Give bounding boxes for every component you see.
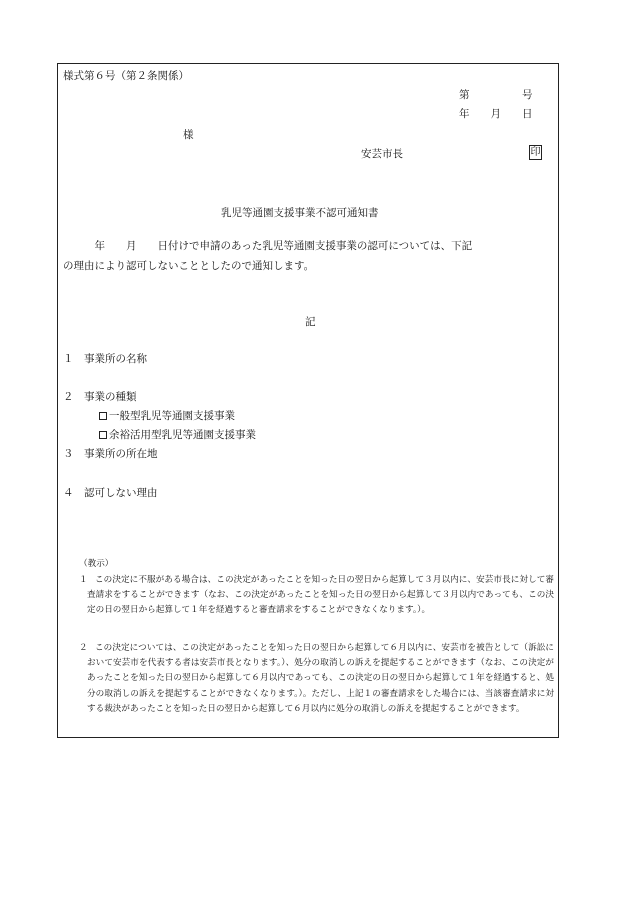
business-type-option: 一般型乳児等通園支援事業: [99, 409, 235, 423]
item-business-location: ３ 事業所の所在地: [63, 448, 158, 460]
checkbox-icon: [99, 412, 107, 420]
note-number: ２: [79, 643, 88, 653]
issuer: 安芸市長: [361, 148, 403, 160]
item-business-type: ２ 事業の種類: [63, 391, 137, 403]
item-refusal-reason: ４ 認可しない理由: [63, 487, 158, 499]
checkbox-icon: [99, 431, 107, 439]
business-type-option: 余裕活用型乳児等通園支援事業: [99, 428, 256, 442]
notes-heading: （教示）: [79, 559, 114, 569]
seal-mark: 印: [530, 147, 541, 158]
note-text: この決定については、この決定があったことを知った日の翌日から起算して６月以内に、安芸市を被告として（訴訟において安芸市を代表する者は安芸市長となります。）、処分の取消しの訴えを提起することができます（なお、この決定があったことを知った日の翌日から起算して６月以内であっても、この決定の日の翌日から起算して１年を経過すると、処分の取消しの訴えを提起することができなくなります。）。ただし、上記１の審査請求をした場合には、当該審査請求に対する裁決があったことを知った日の翌日から起算して６月以内に処分の取消しの訴えを提起することができます。: [87, 643, 554, 714]
note-text: この決定に不服がある場合は、この決定があったことを知った日の翌日から起算して３月以内に、安芸市長に対して審査請求をすることができます（なお、この決定があったことを知った日の翌日から起算して３月以内であっても、この決定の日の翌日から起算して１年を経過すると審査請求をすることができなくなります。）。: [87, 575, 554, 616]
document-date: 年 月 日: [459, 108, 533, 120]
form-id: 様式第６号（第２条関係）: [63, 70, 189, 82]
ki-heading: 記: [305, 316, 316, 328]
document-number: 第 号: [459, 89, 533, 101]
note-number: １: [79, 575, 88, 585]
document-title: 乳児等通園支援事業不認可通知書: [221, 207, 379, 219]
body-paragraph: [63, 236, 553, 276]
addressee-suffix: 様: [183, 129, 194, 141]
item-business-name: １ 事業所の名称: [63, 353, 147, 365]
body-line-2: の理由により認可しないこととしたので通知します。: [63, 260, 315, 272]
body-line-1: 年 月 日付けで申請のあった乳児等通園支援事業の認可については、下記: [63, 240, 473, 252]
